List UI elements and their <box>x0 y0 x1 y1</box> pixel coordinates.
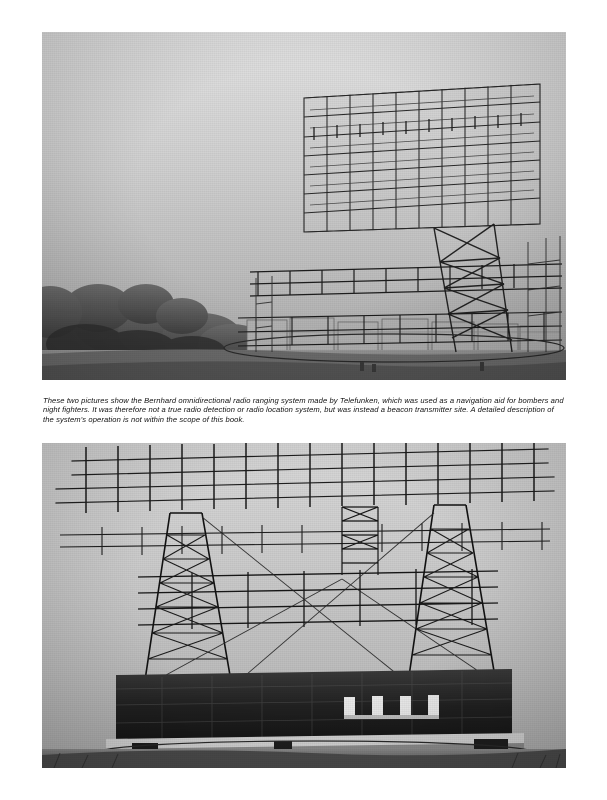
figure-bottom-illustration <box>42 443 566 768</box>
figure-top-illustration <box>42 32 566 380</box>
figure-top-photo <box>42 32 566 380</box>
figure-caption: These two pictures show the Bernhard omnidirectional radio ranging system made by Telefunken, which was used as a navigation aid for bombers and night fighters. It was therefore not a true radio detection or radio location system, but was instead a beacon transmitter site. A detailed description of the system's operation is not within the scope of this book. <box>43 395 564 424</box>
figure-bottom-photo <box>42 443 566 768</box>
